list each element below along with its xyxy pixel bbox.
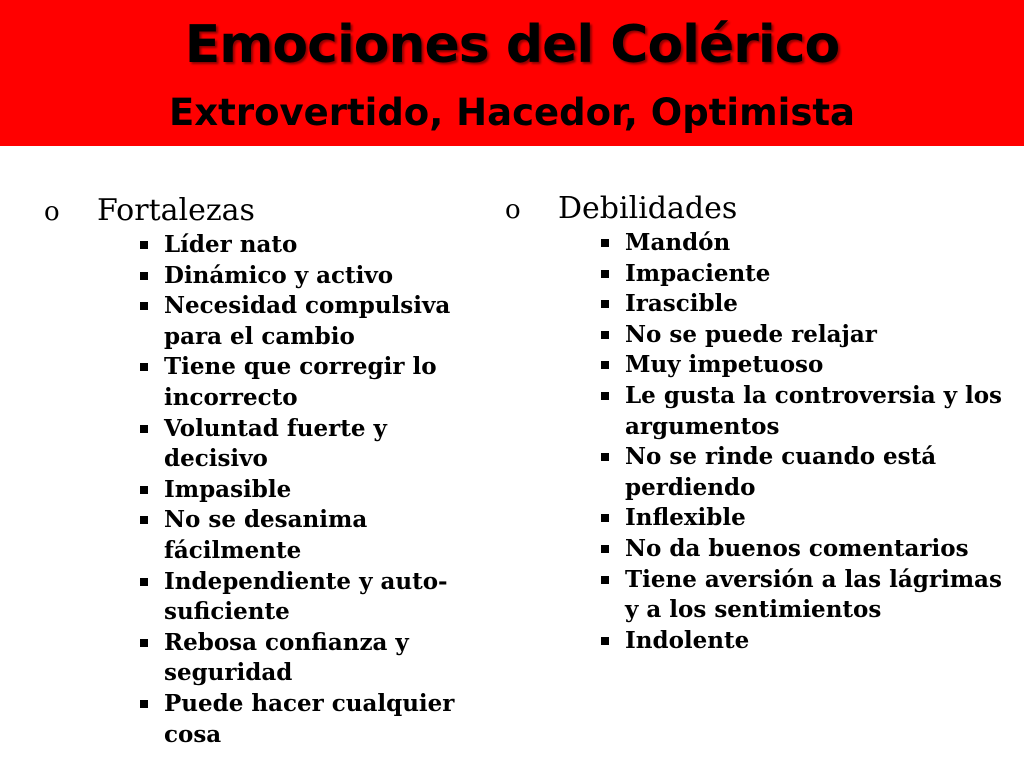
weaknesses-heading-label: Debilidades	[558, 191, 738, 226]
square-bullet-icon	[601, 576, 609, 584]
square-bullet-icon	[140, 425, 148, 433]
weaknesses-column	[505, 190, 1020, 656]
slide-subtitle: Extrovertido, Hacedor, Optimista	[169, 91, 855, 134]
list-item: Impaciente	[599, 259, 1015, 290]
list-item: No se desanima fácilmente	[138, 505, 464, 566]
list-item: Indolente	[599, 626, 1015, 657]
list-item: Líder nato	[138, 230, 464, 261]
list-item: Independiente y auto-suficiente	[138, 567, 464, 628]
square-bullet-icon	[140, 578, 148, 586]
list-item: No se puede relajar	[599, 320, 1015, 351]
circle-bullet-icon: o	[505, 195, 521, 225]
list-item: Muy impetuoso	[599, 350, 1015, 381]
square-bullet-icon	[140, 639, 148, 647]
circle-bullet-icon: o	[44, 197, 60, 227]
list-item: Dinámico y activo	[138, 261, 464, 292]
list-item: Le gusta la controversia y los argumentos	[599, 381, 1015, 442]
strengths-heading	[44, 192, 484, 230]
square-bullet-icon	[601, 453, 609, 461]
title-banner	[0, 0, 1024, 146]
square-bullet-icon	[601, 239, 609, 247]
square-bullet-icon	[601, 545, 609, 553]
square-bullet-icon	[601, 270, 609, 278]
square-bullet-icon	[140, 272, 148, 280]
square-bullet-icon	[601, 514, 609, 522]
square-bullet-icon	[140, 302, 148, 310]
list-item: Necesidad compulsiva para el cambio	[138, 291, 464, 352]
square-bullet-icon	[601, 331, 609, 339]
list-item: Inflexible	[599, 503, 1015, 534]
list-item: Puede hacer cualquier cosa	[138, 689, 464, 750]
list-item: Mandón	[599, 228, 1015, 259]
square-bullet-icon	[140, 516, 148, 524]
list-item: Irascible	[599, 289, 1015, 320]
strengths-column	[44, 192, 484, 750]
weaknesses-list	[505, 228, 1020, 656]
list-item: Voluntad fuerte y decisivo	[138, 414, 464, 475]
square-bullet-icon	[601, 300, 609, 308]
square-bullet-icon	[601, 392, 609, 400]
weaknesses-heading	[505, 190, 1020, 228]
square-bullet-icon	[601, 637, 609, 645]
list-item: No da buenos comentarios	[599, 534, 1015, 565]
list-item: Tiene que corregir lo incorrecto	[138, 352, 464, 413]
square-bullet-icon	[140, 363, 148, 371]
slide-title: Emociones del Colérico	[184, 15, 840, 75]
square-bullet-icon	[140, 486, 148, 494]
strengths-heading-label: Fortalezas	[97, 193, 255, 228]
strengths-list	[44, 230, 484, 750]
list-item: Tiene aversión a las lágrimas y a los sentimientos	[599, 565, 1015, 626]
list-item: Rebosa confianza y seguridad	[138, 628, 464, 689]
list-item: No se rinde cuando está perdiendo	[599, 442, 1015, 503]
list-item: Impasible	[138, 475, 464, 506]
square-bullet-icon	[140, 700, 148, 708]
square-bullet-icon	[140, 241, 148, 249]
square-bullet-icon	[601, 361, 609, 369]
